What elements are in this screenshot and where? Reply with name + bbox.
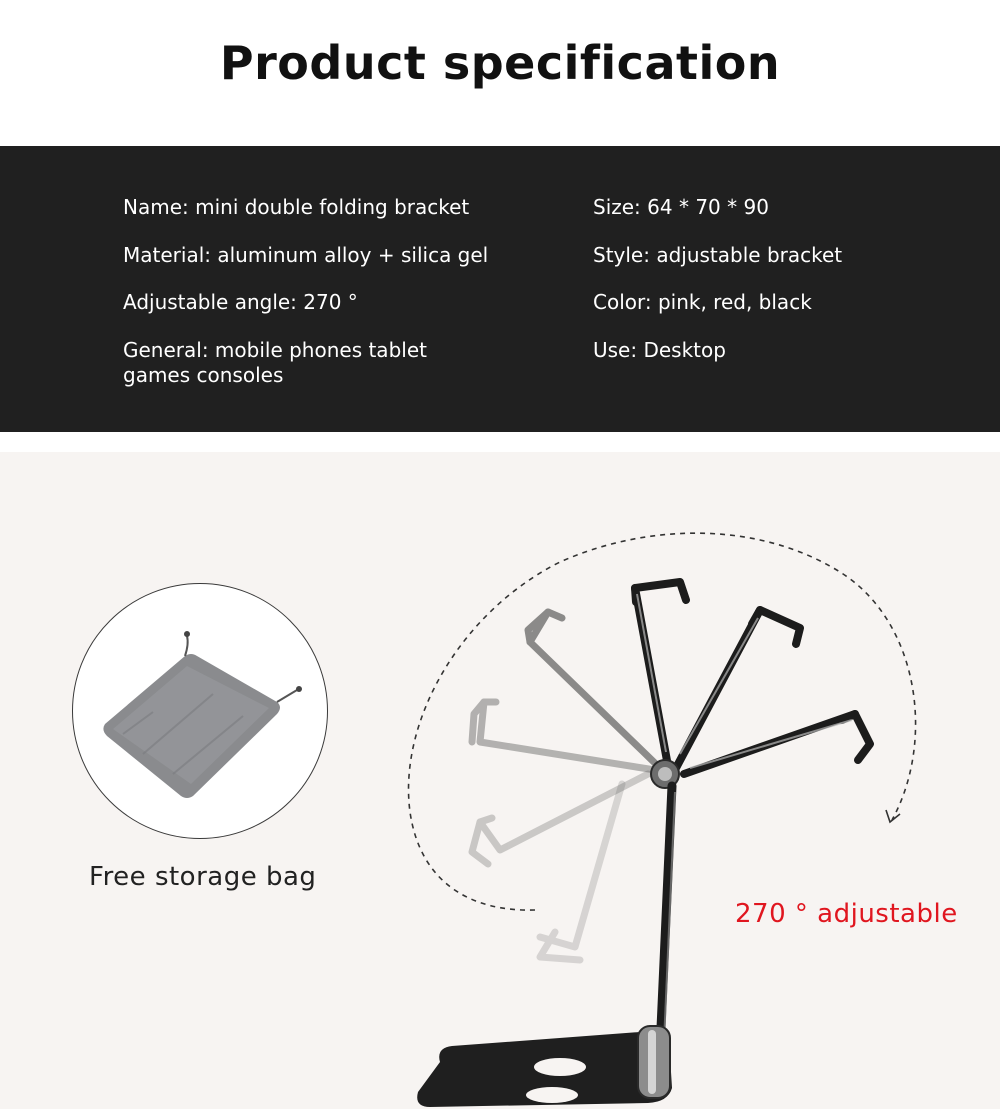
spec-use: Use: Desktop [593, 338, 726, 362]
page-title: Product specification [219, 36, 781, 90]
spec-style: Style: adjustable bracket [593, 243, 843, 267]
spec-material: Material: aluminum alloy + silica gel [123, 243, 489, 267]
spec-color: Color: pink, red, black [593, 290, 812, 314]
spec-panel [0, 146, 1000, 432]
spec-angle: Adjustable angle: 270 ° [123, 290, 358, 314]
product-area [0, 452, 1000, 1109]
bag-caption: Free storage bag [89, 862, 317, 892]
spec-general: General: mobile phones tablet games consoles [123, 338, 427, 387]
angle-caption: 270 ° adjustable [735, 899, 958, 929]
folding-stand-icon [0, 452, 1000, 1109]
title-section [0, 0, 1000, 146]
section-divider [0, 432, 1000, 452]
spec-name: Name: mini double folding bracket [123, 195, 470, 219]
spec-size: Size: 64 * 70 * 90 [593, 195, 769, 219]
rotation-arrow-icon [886, 810, 900, 822]
